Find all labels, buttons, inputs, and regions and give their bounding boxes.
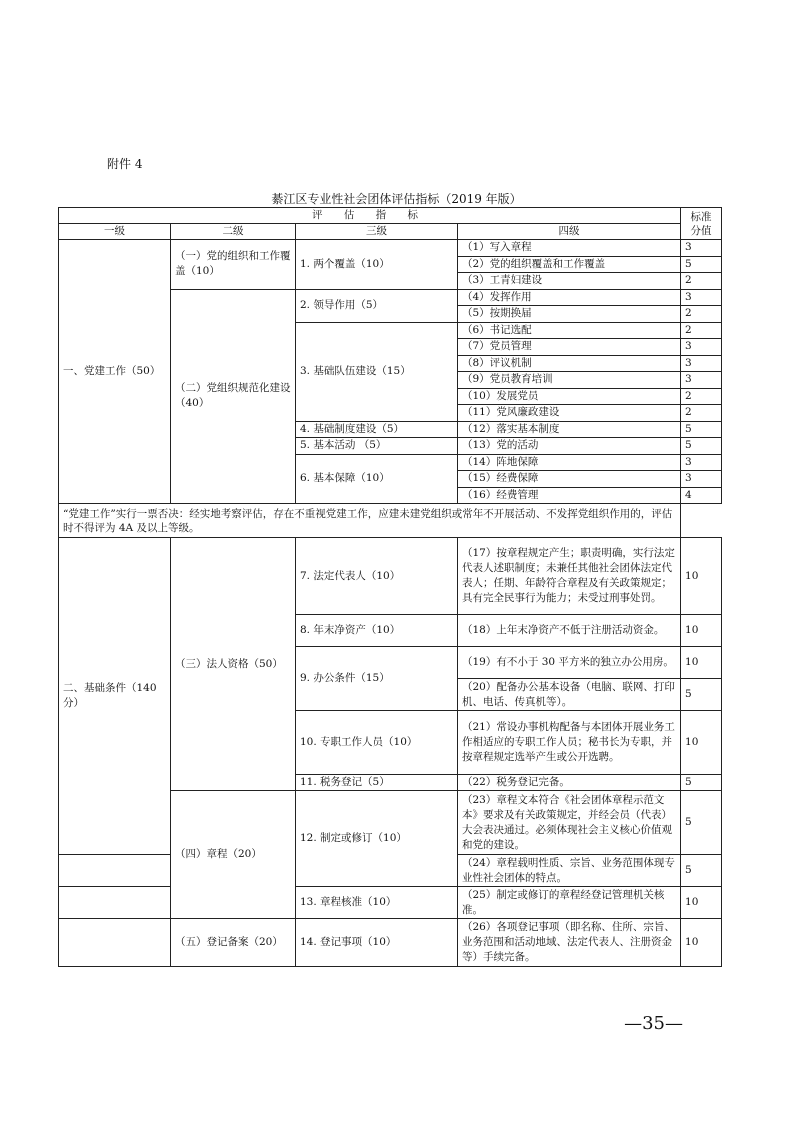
score-cell: 10 — [681, 538, 722, 615]
level3-item: 3. 基础队伍建设（15） — [296, 322, 458, 421]
score-cell: 5 — [681, 438, 722, 455]
level4-item: （7）党员管理 — [458, 339, 681, 356]
level2-charter: （四）章程（20） — [171, 791, 296, 919]
header-assessment-indicators: 评 估 指 标 — [59, 208, 681, 224]
level4-item: （3）工青妇建设 — [458, 273, 681, 290]
header-standard-score-line2: 分值 — [690, 224, 712, 237]
level3-item: 14. 登记事项（10） — [296, 919, 458, 967]
level4-item: （11）党风廉政建设 — [458, 405, 681, 422]
score-cell: 5 — [681, 855, 722, 887]
level1-party-building: 一、党建工作（50） — [59, 240, 171, 504]
level4-item: （13）党的活动 — [458, 438, 681, 455]
level4-item: （4）发挥作用 — [458, 289, 681, 306]
level3-item: 8. 年末净资产（10） — [296, 615, 458, 647]
level4-item: （9）党员教育培训 — [458, 372, 681, 389]
score-cell: 3 — [681, 289, 722, 306]
score-cell: 5 — [681, 679, 722, 711]
level2-party-organization-coverage: （一）党的组织和工作覆盖（10） — [171, 240, 296, 290]
level4-item: （24）章程载明性质、宗旨、业务范围体现专业性社会团体的特点。 — [458, 855, 681, 887]
level4-item: （19）有不小于 30 平方米的独立办公用房。 — [458, 647, 681, 679]
header-level2: 二级 — [171, 224, 296, 240]
level4-item: （16）经费管理 — [458, 487, 681, 504]
score-cell: 2 — [681, 405, 722, 422]
level2-registration-filing: （五）登记备案（20） — [171, 919, 296, 967]
level4-item: （12）落实基本制度 — [458, 421, 681, 438]
level4-item: （6）书记选配 — [458, 322, 681, 339]
level4-item: （17）按章程规定产生；职责明确，实行法定代表人述职制度；未兼任其他社会团体法定代表人；任期、年龄符合章程及有关政策规定；具有完全民事行为能力；未受过刑事处罚。 — [458, 538, 681, 615]
level3-item: 9. 办公条件（15） — [296, 647, 458, 711]
score-cell: 2 — [681, 322, 722, 339]
level3-item: 5. 基本活动 （5） — [296, 438, 458, 455]
score-cell: 5 — [681, 421, 722, 438]
level4-item: （14）阵地保障 — [458, 454, 681, 471]
level1-blank-cell — [59, 919, 171, 967]
level4-item: （15）经费保障 — [458, 471, 681, 488]
level2-legal-person-qualification: （三）法人资格（50） — [171, 538, 296, 791]
score-cell: 10 — [681, 711, 722, 775]
page-number: —35— — [624, 1013, 683, 1034]
table-row — [59, 504, 722, 538]
level4-item: （23）章程文本符合《社会团体章程示范文本》要求及有关政策规定，并经会员（代表）大会表决通过。必须体现社会主义核心价值观和党的建设。 — [458, 791, 681, 855]
level3-item: 11. 税务登记（5） — [296, 775, 458, 791]
header-level1: 一级 — [59, 224, 171, 240]
level4-item: （18）上年末净资产不低于注册活动资金。 — [458, 615, 681, 647]
level3-item: 2. 领导作用（5） — [296, 289, 458, 322]
level3-item: 4. 基础制度建设（5） — [296, 421, 458, 438]
level1-blank-cell — [59, 887, 171, 919]
level2-party-organization-standardization: （二）党组织规范化建设（40） — [171, 289, 296, 504]
party-building-veto-note: “党建工作”实行一票否决：经实地考察评估，存在不重视党建工作，应建未建党组织或常年不开展活动、不发挥党组织作用的，评估时不得评为 4A 及以上等级。 — [59, 504, 681, 538]
level3-item: 13. 章程核准（10） — [296, 887, 458, 919]
header-level3: 三级 — [296, 224, 458, 240]
table-header-row — [59, 208, 722, 224]
score-cell: 3 — [681, 355, 722, 372]
score-cell: 10 — [681, 615, 722, 647]
score-cell: 2 — [681, 388, 722, 405]
score-cell: 3 — [681, 339, 722, 356]
table-row — [59, 887, 722, 919]
score-cell: 10 — [681, 887, 722, 919]
header-standard-score — [681, 208, 722, 240]
score-cell: 10 — [681, 647, 722, 679]
level4-item: （22）税务登记完备。 — [458, 775, 681, 791]
level4-item: （10）发展党员 — [458, 388, 681, 405]
level4-item: （8）评议机制 — [458, 355, 681, 372]
level4-item: （2）党的组织覆盖和工作覆盖 — [458, 256, 681, 273]
level4-item: （20）配备办公基本设备（电脑、联网、打印机、电话、传真机等）。 — [458, 679, 681, 711]
table-row — [59, 240, 722, 257]
level3-item: 1. 两个覆盖（10） — [296, 240, 458, 290]
score-cell: 4 — [681, 487, 722, 504]
score-cell: 3 — [681, 454, 722, 471]
level4-item: （26）各项登记事项（即名称、住所、宗旨、业务范围和活动地域、法定代表人、注册资金等）手续完备。 — [458, 919, 681, 967]
score-cell: 5 — [681, 775, 722, 791]
level1-blank-cell — [59, 855, 171, 887]
level4-item: （25）制定或修订的章程经登记管理机关核准。 — [458, 887, 681, 919]
level3-item: 10. 专职工作人员（10） — [296, 711, 458, 775]
score-cell: 3 — [681, 372, 722, 389]
score-cell: 3 — [681, 240, 722, 257]
header-standard-score-line1: 标准 — [690, 210, 712, 223]
level4-item: （21）常设办事机构配备与本团体开展业务工作相适应的专职工作人员；秘书长为专职，并按章程规定选举产生或公开选聘。 — [458, 711, 681, 775]
table-row — [59, 919, 722, 967]
level4-item: （5）按期换届 — [458, 306, 681, 323]
score-cell: 2 — [681, 273, 722, 290]
table-header-row — [59, 224, 722, 240]
attachment-label: 附件 4 — [107, 157, 143, 171]
level3-item: 7. 法定代表人（10） — [296, 538, 458, 615]
level3-item: 6. 基本保障（10） — [296, 454, 458, 504]
score-cell: 3 — [681, 471, 722, 488]
header-level4: 四级 — [458, 224, 681, 240]
level1-basic-conditions: 二、基础条件（140 分） — [59, 538, 171, 855]
score-cell: 10 — [681, 919, 722, 967]
table-row — [59, 538, 722, 615]
level3-item: 12. 制定或修订（10） — [296, 791, 458, 887]
evaluation-table — [58, 207, 722, 967]
score-cell: 5 — [681, 256, 722, 273]
level4-item: （1）写入章程 — [458, 240, 681, 257]
score-cell: 2 — [681, 306, 722, 323]
document-title: 綦江区专业性社会团体评估指标（2019 年版） — [271, 192, 522, 206]
score-cell: 5 — [681, 791, 722, 855]
